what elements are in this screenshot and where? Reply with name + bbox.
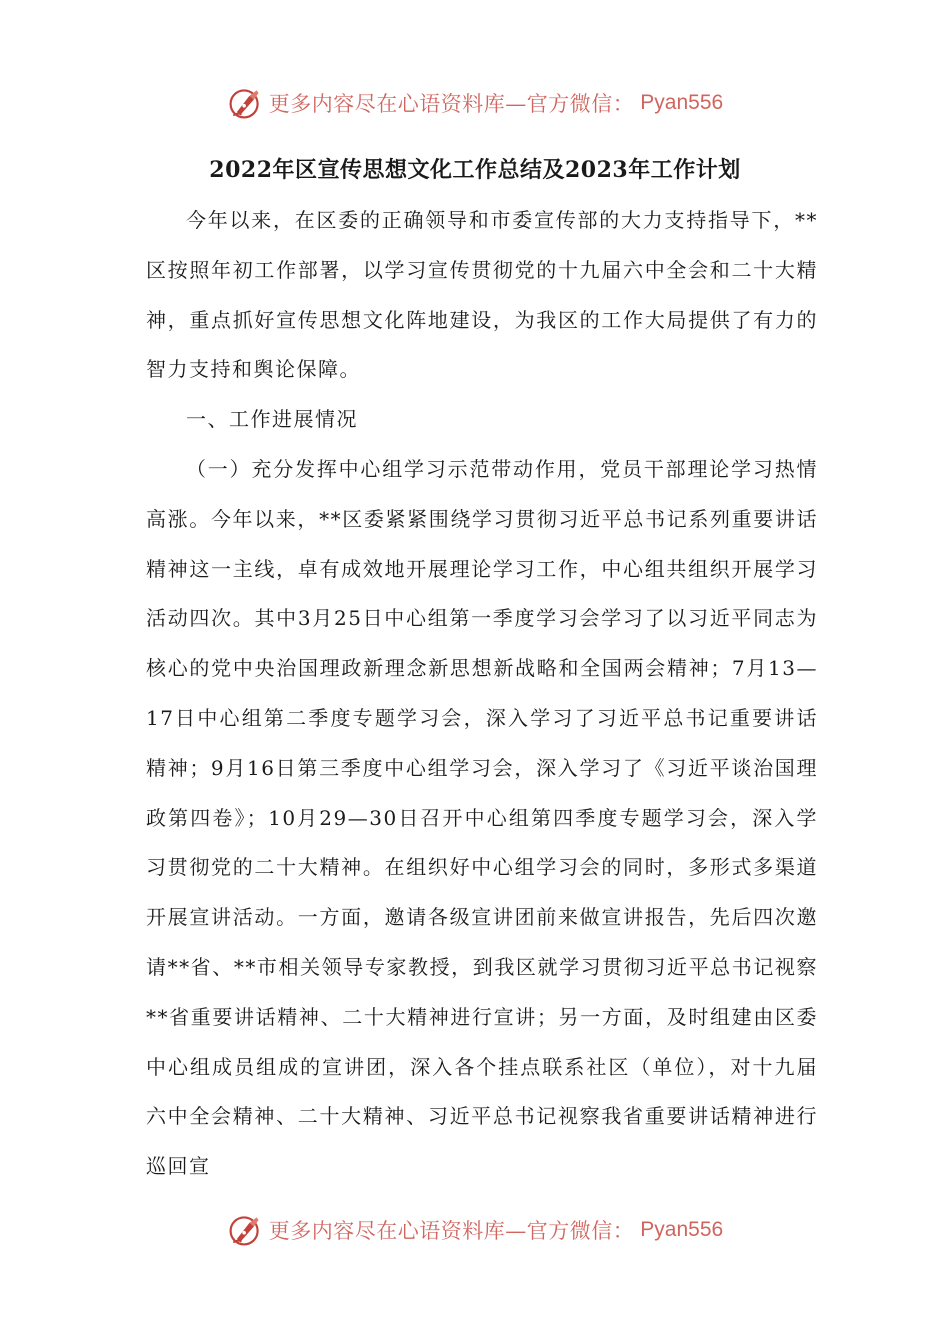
pen-nib-logo-icon [227, 85, 263, 121]
watermark-handle: Pyan556 [640, 1218, 724, 1241]
watermark-text: 更多内容尽在心语资料库—官方微信： [268, 1219, 635, 1243]
paragraph-section-1: （一）充分发挥中心组学习示范带动作用，党员干部理论学习热情高涨。今年以来，**区委紧紧围绕学习贯彻习近平总书记系列重要讲话精神这一主线，卓有成效地开展理论学习工作，中心组共组织开展学习活动四次。其中3月25日中心组第一季度学习会学习了以习近平同志为核心的党中央治国理政新理念新思想新战略和全国两会精神；7月13—17日中心组第二季度专题学习会，深入学习了习近平总书记重要讲话精神；9月16日第三季度中心组学习会，深入学习了《习近平谈治国理政第四卷》；10月29—30日召开中心组第四季度专题学习会，深入学习贯彻党的二十大精神。在组织好中心组学习会的同时，多形式多渠道开展宣讲活动。一方面，邀请各级宣讲团前来做宣讲报告，先后四次邀请**省、**市相关领导专家教授，到我区就学习贯彻习近平总书记视察**省重要讲话精神、二十大精神进行宣讲；另一方面，及时组建由区委中心组成员组成的宣讲团，深入各个挂点联系社区（单位），对十九届六中全会精神、二十大精神、习近平总书记视察我省重要讲话精神进行巡回宣 [146, 456, 818, 1179]
pen-nib-logo-icon [227, 1212, 263, 1248]
watermark-banner-top [0, 83, 950, 123]
watermark-banner-bottom [0, 1210, 950, 1250]
watermark-handle: Pyan556 [640, 91, 724, 114]
watermark-text: 更多内容尽在心语资料库—官方微信： [268, 92, 635, 116]
paragraph-intro: 今年以来，在区委的正确领导和市委宣传部的大力支持指导下，**区按照年初工作部署，以学习宣传贯彻党的十九届六中全会和二十大精神，重点抓好宣传思想文化阵地建设，为我区的工作大局提供了有力的智力支持和舆论保障。 [146, 208, 818, 382]
document-body [146, 196, 818, 1192]
section-heading: 一、工作进展情况 [186, 407, 358, 432]
document-title: 2022年区宣传思想文化工作总结及2023年工作计划 [209, 157, 741, 183]
